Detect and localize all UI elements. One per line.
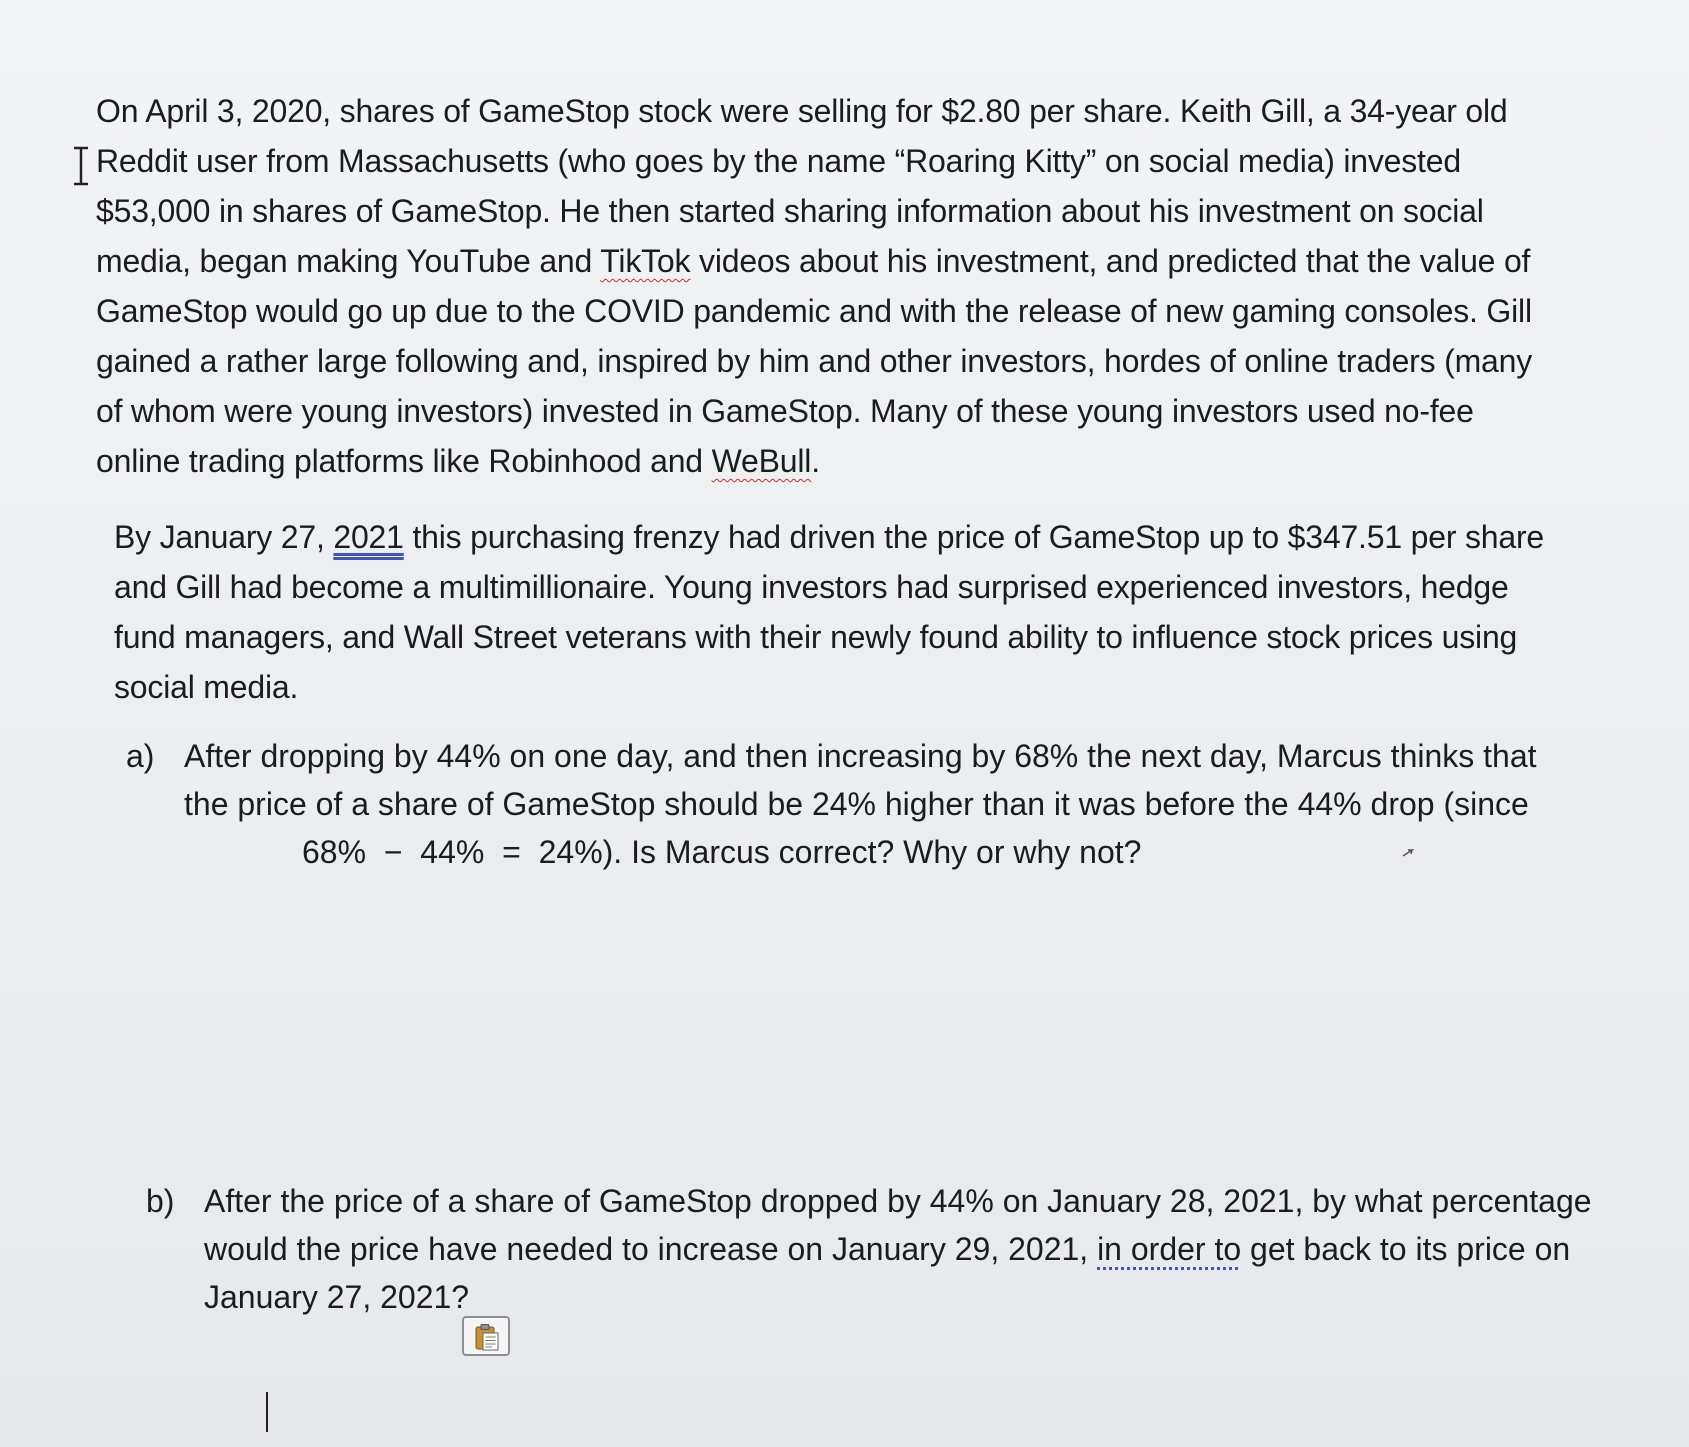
text-segment: online trading platforms like Robinhood and <box>96 443 703 479</box>
text-segment: get back to its price on <box>1250 1231 1571 1267</box>
grammar-flag-phrase[interactable]: in order to <box>1097 1231 1242 1267</box>
text-segment: this purchasing frenzy had driven the price of GameStop up to $347.51 per share <box>412 519 1545 555</box>
misspelled-word-webull[interactable]: WeBull <box>711 443 812 479</box>
text-line: fund managers, and Wall Street veterans with their newly found ability to influence stock prices using <box>114 619 1518 655</box>
math-equation: 68% − 44% = 24% <box>302 834 603 870</box>
text-line: Reddit user from Massachusetts (who goes by the name “Roaring Kitty” on social media) invested <box>96 143 1461 179</box>
question-b-text[interactable] <box>204 1177 1654 1321</box>
small-arrow-icon <box>1402 848 1414 858</box>
text-line <box>96 436 1666 486</box>
misspelled-word-tiktok[interactable]: TikTok <box>600 243 691 279</box>
grammar-flag-year[interactable]: 2021 <box>333 519 404 555</box>
text-line: January 27, 2021? <box>204 1279 470 1315</box>
text-line: and Gill had become a multimillionaire. Young investors had surprised experienced investors, hedge <box>114 569 1509 605</box>
paste-options-button[interactable] <box>462 1316 510 1356</box>
text-line: After dropping by 44% on one day, and then increasing by 68% the next day, Marcus thinks that <box>184 738 1537 774</box>
text-line: the price of a share of GameStop should be 24% higher than it was before the 44% drop (since <box>184 786 1529 822</box>
text-line: After the price of a share of GameStop dropped by 44% on January 28, 2021, by what percentage <box>204 1183 1592 1219</box>
paragraph-intro[interactable] <box>96 86 1666 486</box>
paragraph-frenzy[interactable] <box>114 512 1674 712</box>
text-line: $53,000 in shares of GameStop. He then started sharing information about his investment on social <box>96 193 1484 229</box>
text-line <box>204 1225 1654 1273</box>
text-line: of whom were young investors) invested in GameStop. Many of these young investors used no-fee <box>96 393 1474 429</box>
question-a-label: a) <box>126 738 155 774</box>
text-line: gained a rather large following and, inspired by him and other investors, hordes of online traders (many <box>96 343 1533 379</box>
text-line: On April 3, 2020, shares of GameStop stock were selling for $2.80 per share. Keith Gill, a 34-year old <box>96 93 1508 129</box>
question-a-text[interactable] <box>184 732 1654 876</box>
text-line <box>96 236 1666 286</box>
equation-line <box>184 828 1654 876</box>
question-b-label: b) <box>146 1183 175 1219</box>
text-segment: videos about his investment, and predicted that the value of <box>699 243 1531 279</box>
text-segment: would the price have needed to increase on January 29, 2021, <box>204 1231 1089 1267</box>
text-line: social media. <box>114 669 299 705</box>
text-segment: . <box>811 443 820 479</box>
paste-options-icon <box>473 1323 501 1351</box>
text-insertion-caret <box>266 1392 268 1432</box>
i-beam-cursor-icon <box>72 146 90 186</box>
text-segment: media, began making YouTube and <box>96 243 593 279</box>
text-segment: By January 27, <box>114 519 325 555</box>
text-line <box>114 512 1674 562</box>
text-segment: ). Is Marcus correct? Why or why not? <box>602 834 1142 870</box>
text-line: GameStop would go up due to the COVID pandemic and with the release of new gaming consoles. Gill <box>96 293 1532 329</box>
